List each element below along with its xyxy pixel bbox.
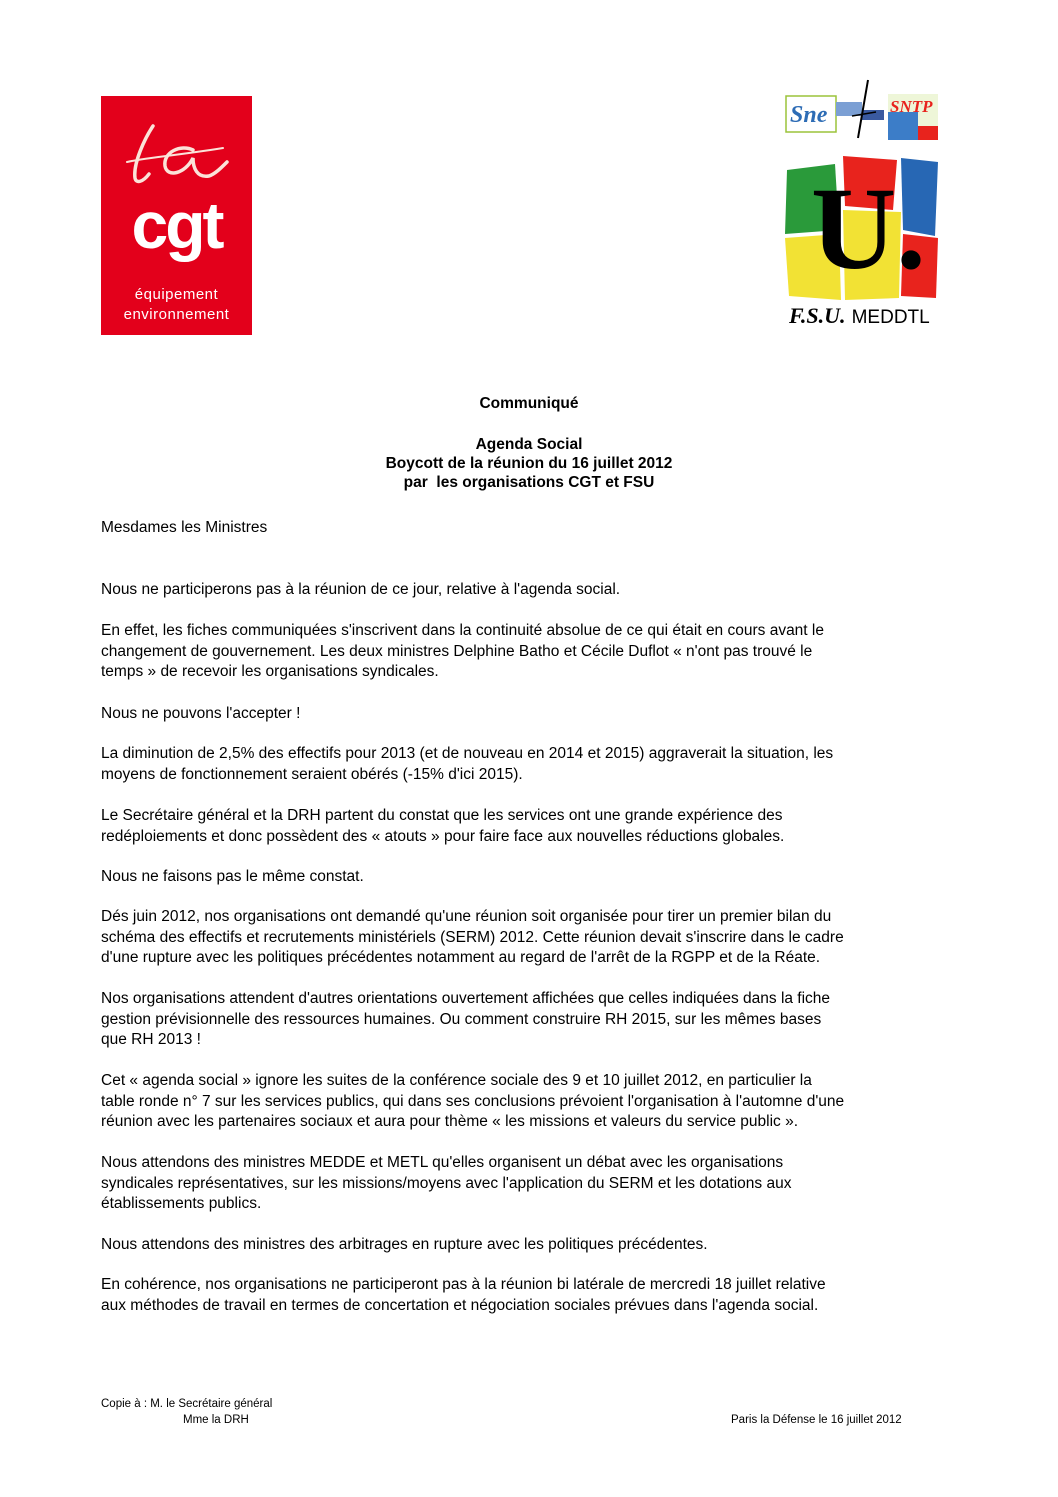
paragraph-2 <box>101 621 961 683</box>
fsu-logo-mosaic <box>783 150 940 302</box>
copy-recipient-2: Mme la DRH <box>183 1414 249 1426</box>
fsu-ministry: MEDDTL <box>851 307 930 328</box>
paragraph-line: Cet « agenda social » ignore les suites de la conférence sociale des 9 et 10 juillet 2012, en particulier la <box>101 1072 812 1089</box>
paragraph-line: moyens de fonctionnement seraient obérés (-15% d'ici 2015). <box>101 765 523 783</box>
svg-text:SNTP: SNTP <box>890 97 933 116</box>
title-line-1: Agenda Social <box>475 436 583 453</box>
paragraph-line: Nous ne pouvons l'accepter ! <box>101 705 301 722</box>
paragraph-1 <box>101 580 961 601</box>
paragraph-5 <box>101 806 961 847</box>
paragraph-line: établissements publics. <box>101 1195 262 1212</box>
fsu-logo-caption <box>789 302 949 330</box>
cgt-logo-subtitle-1: équipement <box>134 286 219 303</box>
place-date: Paris la Défense le 16 juillet 2012 <box>731 1414 902 1426</box>
paragraph-line: La diminution de 2,5% des effectifs pour 2013 (et de nouveau en 2014 et 2015) aggraverait la situation, les <box>101 745 834 762</box>
paragraph-line: réunion avec les partenaires sociaux et aura pour thème « les missions et valeurs du service public ». <box>101 1113 799 1130</box>
title-line-2: Boycott de la réunion du 16 juillet 2012 <box>385 455 673 472</box>
paragraph-line: Nous attendons des ministres MEDDE et METL qu'elles organisent un débat avec les organisations <box>101 1154 784 1171</box>
paragraph-line: aux méthodes de travail en termes de concertation et négociation sociales prévues dans l'agenda social. <box>101 1296 819 1314</box>
paragraph-line: Le Secrétaire général et la DRH partent du constat que les services ont une grande expérience des <box>101 807 783 824</box>
cgt-logo <box>101 96 252 335</box>
fsu-name: F.S.U. <box>789 303 846 328</box>
paragraph-8 <box>101 989 961 1051</box>
copy-recipient-1: Copie à : M. le Secrétaire général <box>101 1398 273 1410</box>
paragraph-line: que RH 2013 ! <box>101 1031 201 1048</box>
paragraph-line: temps » de recevoir les organisations syndicales. <box>101 663 439 680</box>
paragraph-line: table ronde n° 7 sur les services publics, qui dans ses conclusions prévoient l'organisation à l'automne d'une <box>101 1092 845 1110</box>
cgt-script-la <box>123 118 233 188</box>
paragraph-12 <box>101 1275 961 1316</box>
paragraph-line: Nous attendons des ministres des arbitrages en rupture avec les politiques précédentes. <box>101 1236 708 1253</box>
paragraph-9 <box>101 1071 961 1133</box>
communique-heading: Communiqué <box>479 395 579 412</box>
paragraph-3 <box>101 704 961 725</box>
paragraph-line: En cohérence, nos organisations ne participeront pas à la réunion bi latérale de mercredi 18 juillet relative <box>101 1276 826 1293</box>
paragraph-6 <box>101 867 961 888</box>
cgt-logo-word: cgt <box>131 188 222 262</box>
paragraph-line: Nos organisations attendent d'autres orientations ouvertement affichées que celles indiquées dans la fiche <box>101 990 831 1007</box>
paragraph-line: gestion prévisionnelle des ressources humaines. Ou comment construire RH 2015, sur les mêmes bases <box>101 1010 822 1028</box>
paragraph-line: syndicales représentatives, sur les missions/moyens avec l'application du SERM et les dotations aux <box>101 1174 792 1192</box>
paragraph-line: schéma des effectifs et recrutements ministériels (SERM) 2012. Cette réunion devait s'inscrire dans le cadre <box>101 928 844 946</box>
title-block <box>200 435 858 492</box>
paragraph-4 <box>101 744 961 785</box>
title-line-3: par les organisations CGT et FSU <box>403 474 655 491</box>
paragraph-line: Nous ne participerons pas à la réunion de ce jour, relative à l'agenda social. <box>101 581 621 598</box>
paragraph-line: d'une rupture avec les politiques précédentes notamment au regard de l'arrêt de la RGPP et de la Réate. <box>101 949 821 966</box>
salutation: Mesdames les Ministres <box>101 519 268 536</box>
paragraph-line: Dés juin 2012, nos organisations ont demandé qu'une réunion soit organisée pour tirer un premier bilan du <box>101 908 832 925</box>
paragraph-11 <box>101 1235 961 1256</box>
svg-text:U.: U. <box>811 163 926 294</box>
paragraph-7 <box>101 907 961 969</box>
cgt-logo-subtitle-2: environnement <box>123 306 230 323</box>
paragraph-line: Nous ne faisons pas le même constat. <box>101 868 364 885</box>
paragraph-line: En effet, les fiches communiquées s'inscrivent dans la continuité absolue de ce qui était en cours avant le <box>101 622 824 639</box>
paragraph-line: changement de gouvernement. Les deux ministres Delphine Batho et Cécile Duflot « n'ont pas trouvé le <box>101 642 813 660</box>
svg-text:Sne: Sne <box>790 102 828 128</box>
paragraph-10 <box>101 1153 961 1215</box>
fsu-union-emblems <box>784 76 940 146</box>
paragraph-line: redéploiements et donc possèdent des « atouts » pour faire face aux nouvelles réductions globales. <box>101 827 785 845</box>
